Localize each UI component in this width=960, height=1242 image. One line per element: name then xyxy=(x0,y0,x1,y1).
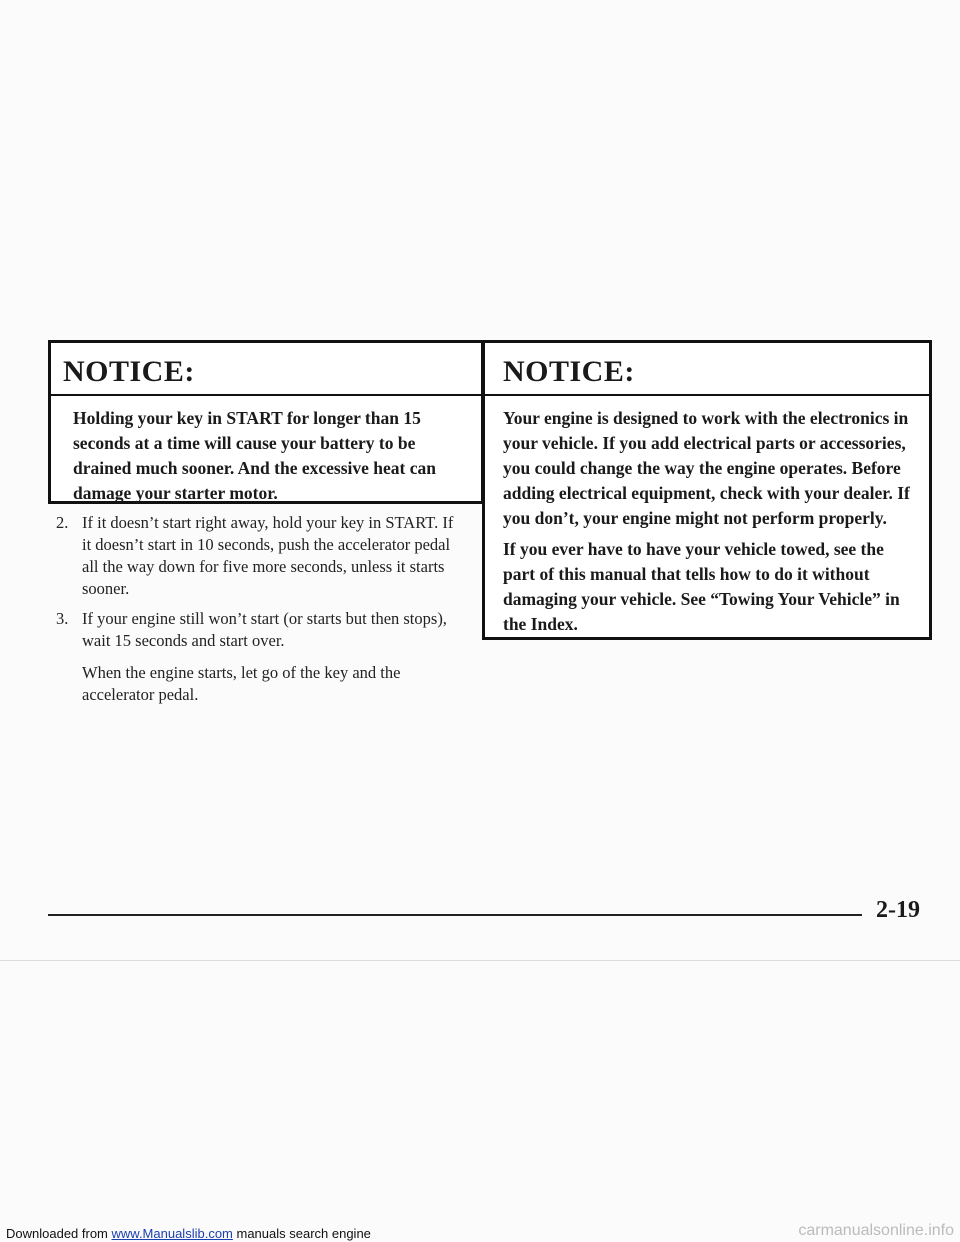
step-text: If your engine still won’t start (or starts but then stops), wait 15 seconds and start over. xyxy=(82,609,447,650)
step-text: If it doesn’t start right away, hold your key in START. If it doesn’t start in 10 seconds, push the accelerator pedal all the way down for five more seconds, unless it starts sooner. xyxy=(82,513,454,598)
notice-text-electronics: Your engine is designed to work with the electronics in your vehicle. If you add electrical parts or accessories, you could change the way the engine operates. Before adding electrical equipment, check with your dealer. If you don’t, your engine might not perform properly. xyxy=(503,408,910,528)
notice-box-electronics xyxy=(482,340,932,640)
watermark: carmanualsonline.info xyxy=(798,1222,954,1239)
download-prefix: Downloaded from xyxy=(6,1226,112,1241)
manualslib-link[interactable]: www.Manualslib.com xyxy=(111,1226,233,1241)
notice-heading: NOTICE: xyxy=(51,343,481,396)
download-suffix: manuals search engine xyxy=(232,1226,371,1241)
step-number: 2. xyxy=(56,513,69,532)
list-item xyxy=(56,608,456,652)
step-number: 3. xyxy=(56,609,69,628)
starting-steps-list xyxy=(56,512,456,706)
footer-rule xyxy=(48,914,862,916)
notice-box-battery xyxy=(48,340,484,504)
list-item xyxy=(56,512,456,600)
notice-body xyxy=(485,396,929,637)
notice-heading: NOTICE: xyxy=(485,343,929,396)
step-continuation: When the engine starts, let go of the key and the accelerator pedal. xyxy=(82,663,401,704)
notice-body xyxy=(51,396,481,506)
notice-text: Holding your key in START for longer than 15 seconds at a time will cause your battery to be drained much sooner. And the excessive heat can damage your starter motor. xyxy=(73,408,436,503)
notice-text-towing: If you ever have to have your vehicle towed, see the part of this manual that tells how to do it without damaging your vehicle. See “Towing Your Vehicle” in the Index. xyxy=(503,539,900,634)
scan-line xyxy=(0,960,960,961)
page-number: 2-19 xyxy=(876,897,920,923)
download-banner xyxy=(6,1226,371,1241)
